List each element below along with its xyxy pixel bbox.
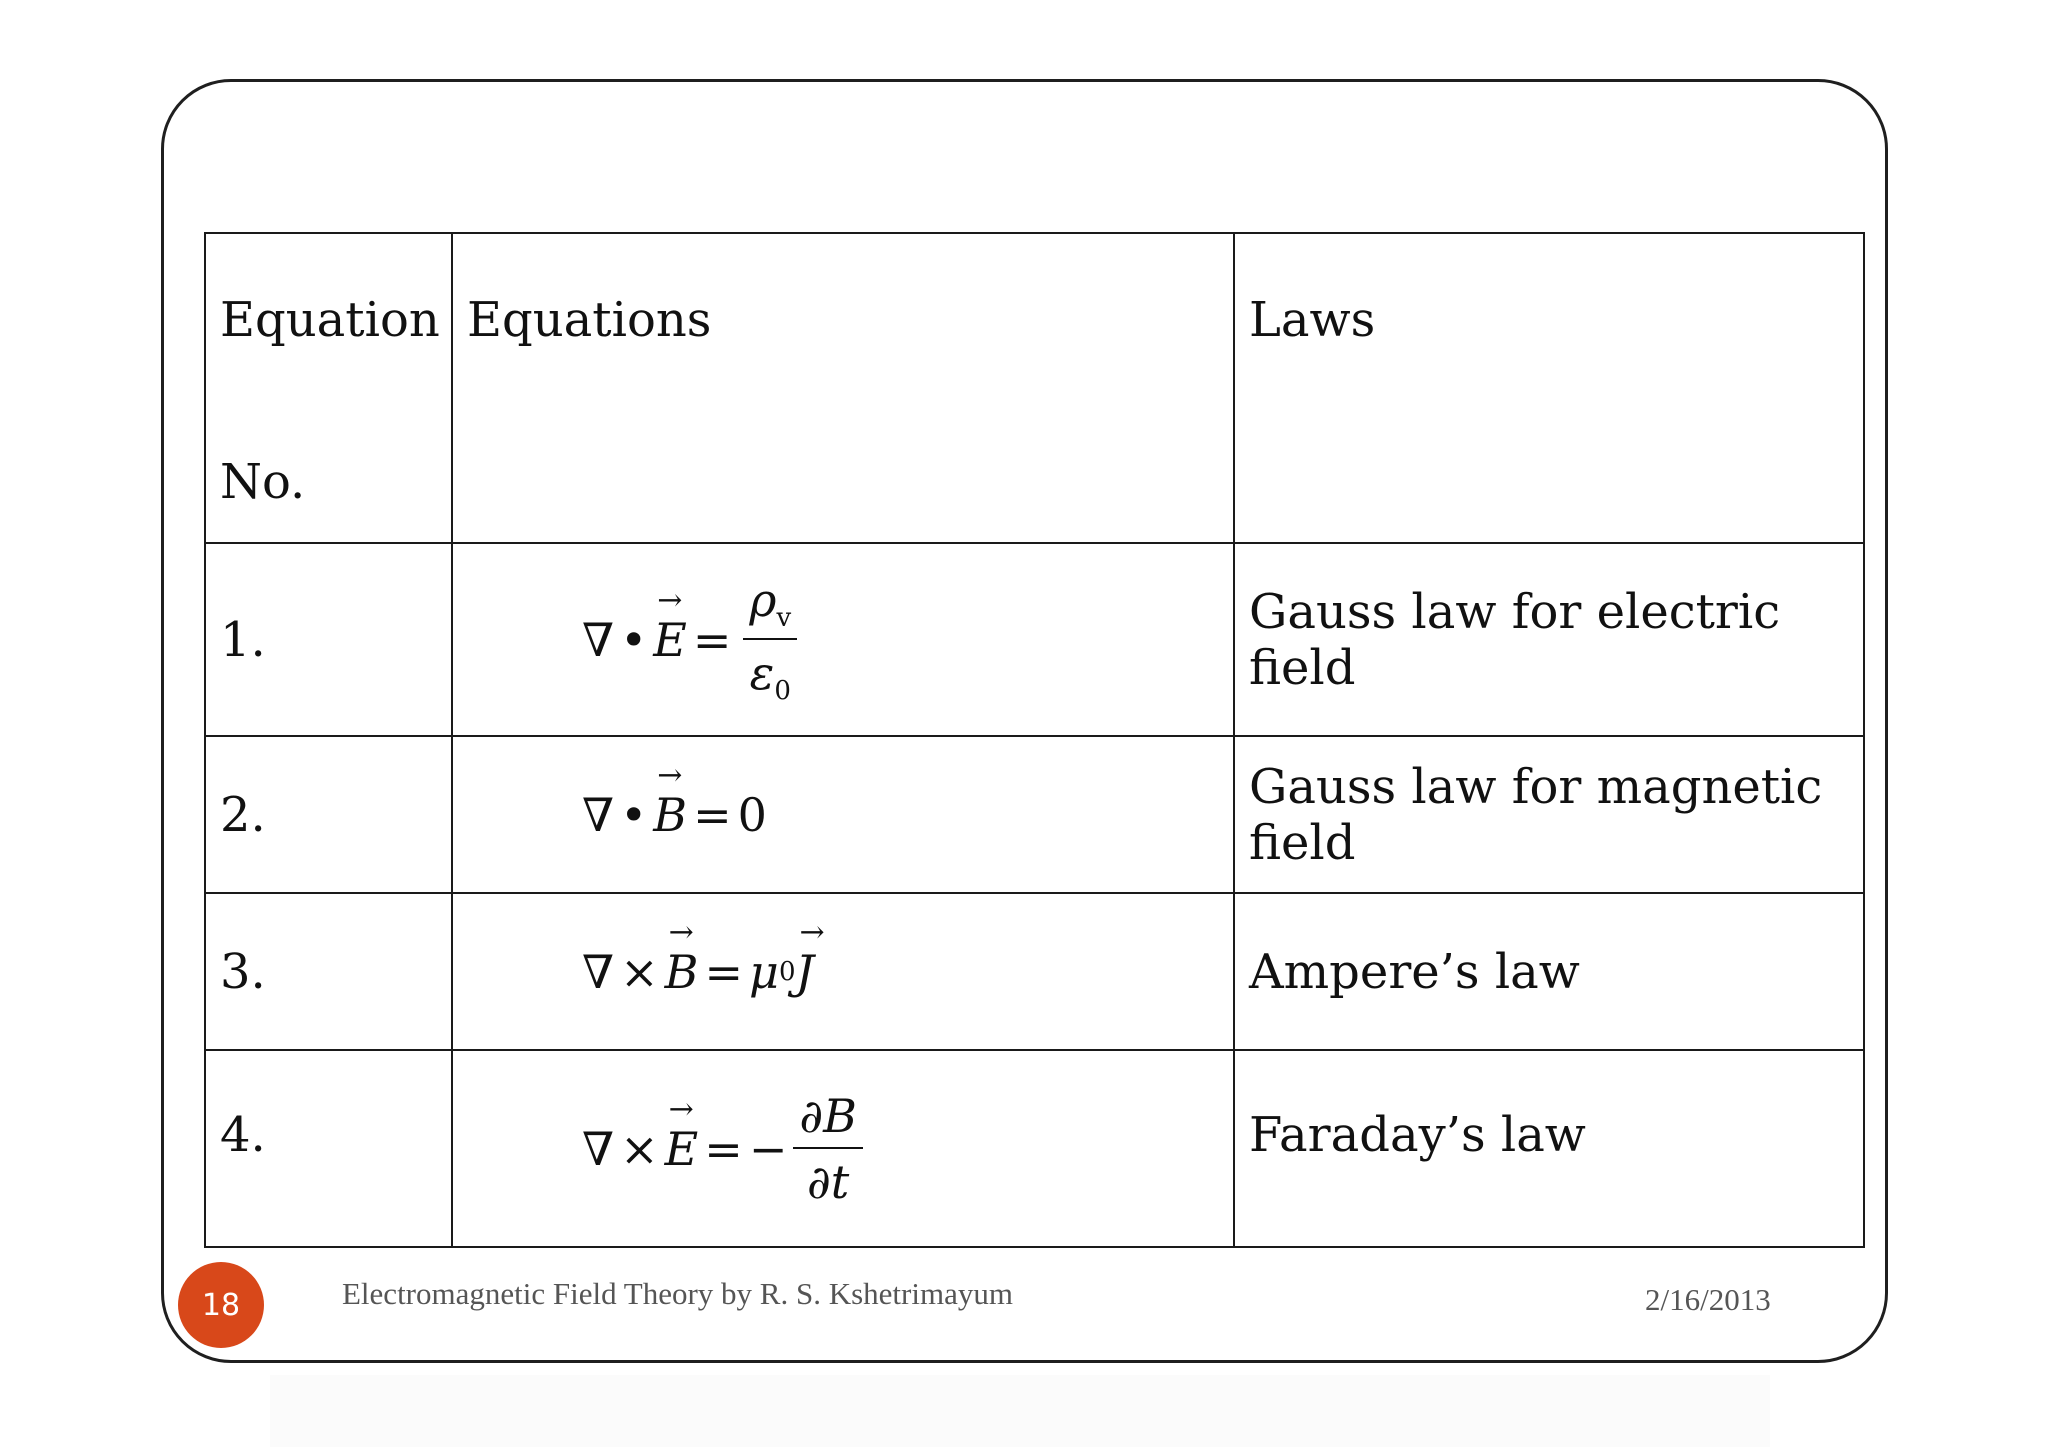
law-name-cell (1234, 1050, 1864, 1247)
vector-b: → B (653, 788, 687, 842)
row-number (205, 1050, 452, 1247)
fraction (793, 1089, 863, 1209)
fraction (743, 573, 797, 705)
zero-value: 0 (737, 787, 767, 842)
dot-operator: • (620, 612, 648, 667)
footer-title: Electromagnetic Field Theory by R. S. Kshetrimayum (342, 1276, 1013, 1311)
law-name: Faraday’s law (1249, 1107, 1586, 1163)
maxwell-equations-table (204, 232, 1865, 1248)
nabla-symbol: ∇ (582, 1121, 615, 1176)
nabla-symbol: ∇ (582, 787, 615, 842)
numerator: ∂B (793, 1089, 863, 1149)
header-laws (1234, 233, 1864, 543)
gauss-electric-equation (582, 573, 797, 705)
vector-j: → J (795, 945, 813, 999)
law-name: Ampere’s law (1234, 893, 1864, 1050)
vector-e: → E (665, 1122, 699, 1176)
table-row (205, 736, 1864, 893)
table-header-row (205, 233, 1864, 543)
bottom-shade (270, 1375, 1770, 1447)
equation-cell (452, 543, 1234, 736)
cross-operator: × (620, 944, 659, 999)
dot-operator: • (620, 787, 648, 842)
equals-sign: = (704, 944, 744, 999)
nabla-symbol: ∇ (582, 944, 615, 999)
equation-cell (452, 1050, 1234, 1247)
page-number-badge: 18 (178, 1262, 264, 1348)
header-equations (452, 233, 1234, 543)
law-name: Gauss law for magnetic field (1234, 736, 1864, 893)
epsilon-symbol: ε (749, 645, 775, 700)
header-equations-label: Equations (467, 292, 712, 348)
mu-subscript: 0 (778, 956, 796, 987)
denominator: ∂t (807, 1154, 850, 1209)
row-number: 2. (205, 736, 452, 893)
minus-sign: − (748, 1121, 788, 1176)
header-equation-label: Equation (220, 292, 440, 348)
header-laws-label: Laws (1249, 292, 1376, 348)
equation-cell (452, 893, 1234, 1050)
rho-subscript: v (776, 603, 792, 634)
row-number: 3. (205, 893, 452, 1050)
header-equation-no (205, 233, 452, 543)
epsilon-subscript: 0 (774, 675, 791, 706)
header-no-label: No. (220, 454, 306, 510)
mu-symbol: μ (749, 944, 779, 999)
cross-operator: × (620, 1121, 659, 1176)
row-number: 1. (205, 543, 452, 736)
equals-sign: = (692, 612, 732, 667)
faraday-equation (582, 1089, 863, 1209)
vector-e: → E (653, 613, 687, 667)
denominator (750, 640, 791, 706)
nabla-symbol: ∇ (582, 612, 615, 667)
equation-cell (452, 736, 1234, 893)
table-row (205, 1050, 1864, 1247)
law-name: Gauss law for electric field (1234, 543, 1864, 736)
table-row (205, 893, 1864, 1050)
equals-sign: = (693, 787, 732, 842)
table-row (205, 543, 1864, 736)
ampere-equation (582, 945, 814, 999)
equals-sign: = (704, 1121, 743, 1176)
gauss-magnetic-equation (582, 788, 767, 842)
rho-symbol: ρ (749, 573, 777, 628)
footer-date: 2/16/2013 (1645, 1282, 1771, 1317)
numerator (743, 573, 797, 639)
row-number-text: 4. (220, 1107, 266, 1163)
vector-b: → B (665, 945, 699, 999)
